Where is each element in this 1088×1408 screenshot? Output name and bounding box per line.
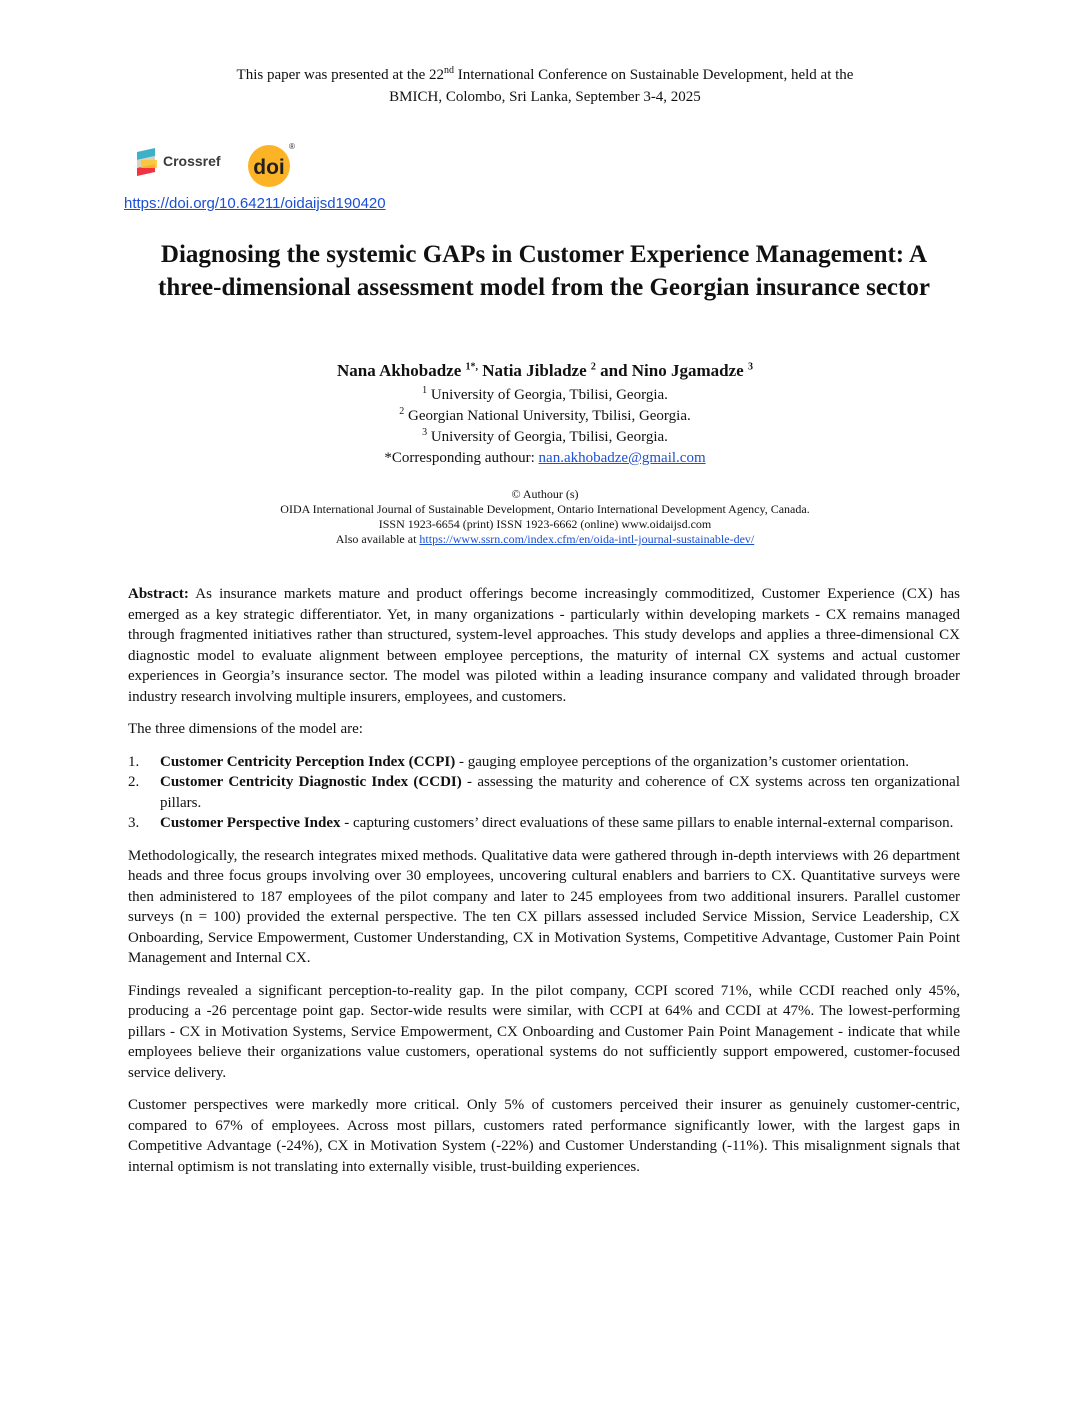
author-list: Nana Akhobadze $^{1*,}$ Natia Jibladze $^2$ and Nino Jgamadze $^3$: [337, 361, 753, 380]
copyright-line: © Authour (s): [511, 487, 579, 501]
abstract-body: [128, 584, 960, 1189]
issn-line: ISSN 1923-6654 (print) ISSN 1923-6662 (online) www.oidaijsd.com: [378, 517, 712, 531]
conference-line-2: BMICH, Colombo, Sri Lanka, September 3-4, 2025: [389, 89, 701, 105]
conference-note: [150, 64, 940, 108]
ssrn-link[interactable]: https://www.ssrn.com/index.cfm/en/oida-intl-journal-sustainable-dev/: [419, 532, 755, 546]
conference-line-1: This paper was presented at the 22nd International Conference on Sustainable Development, held at the: [236, 65, 854, 83]
list-item: 1. Customer Centricity Perception Index (CCPI) - gauging employee perceptions of the organization’s customer orientation.: [128, 753, 909, 770]
abstract-label: Abstract:: [128, 586, 189, 602]
customer-perspective-paragraph: Customer perspectives were markedly more critical. Only 5% of customers perceived their insurer as genuinely customer-centric, compared to 67% of employees. Across most pillars, customers rated performance significantly lower, with the largest gaps in Competitive Advantage (-24%), CX in Motivation System (-22%) and Customer Understanding (-11%). This misalignment signals that internal optimism is not translating into externally visible, trust-building experiences.: [128, 1097, 960, 1175]
crossref-logo-icon: [135, 148, 161, 178]
abstract-paragraph: Abstract: As insurance markets mature and product offerings become increasingly commoditized, Customer Experience (CX) has emerged as a key strategic differentiator. Yet, in many organizations - particularly within developing markets - CX remains managed through fragmented initiatives rather than structured, system-level approaches. This study develops and applies a three-dimensional CX diagnostic model to evaluate alignment between employee perceptions, the maturity of internal CX systems and actual customer experiences in Georgia’s insurance sector. The model was piloted within a leading insurance company and validated through broader industry research involving multiple insurers, employees, and customers.: [128, 586, 960, 705]
affiliation-3: $^3$ University of Georgia, Tbilisi, Georgia.: [422, 427, 668, 445]
svg-text:®: ®: [289, 142, 295, 151]
publisher-logos: [135, 140, 305, 190]
dimensions-intro: The three dimensions of the model are:: [128, 721, 363, 737]
author-1: Nana Akhobadze: [337, 361, 466, 380]
crossref-logo-text: Crossref: [163, 153, 221, 169]
dimensions-list: [128, 752, 960, 834]
affiliations: [150, 385, 940, 469]
availability-line: Also available at https://www.ssrn.com/index.cfm/en/oida-intl-journal-sustainable-dev/: [335, 532, 755, 546]
corresponding-email-link[interactable]: nan.akhobadze@gmail.com: [538, 450, 706, 466]
author-3: and Nino Jgamadze: [595, 361, 748, 380]
author-2: Natia Jibladze: [478, 361, 591, 380]
doi-link[interactable]: https://doi.org/10.64211/oidaijsd190420: [124, 195, 386, 212]
methodology-paragraph: Methodologically, the research integrates mixed methods. Qualitative data were gathered through in-depth interviews with 26 department heads and three focus groups involving over 30 employees, uncovering cultural enablers and barriers to CX. Quantitative surveys were then administered to 187 employees of the pilot company and later to 245 employees from two additional insurers. Parallel customer surveys (n = 100) provided the external perspective. The ten CX pillars assessed included Service Mission, Service Leadership, CX Onboarding, Service Empowerment, Customer Understanding, CX in Motivation Systems, Competitive Advantage, Customer Pain Point Management and Internal CX.: [128, 847, 960, 966]
corresponding-author: *Corresponding authour: nan.akhobadze@gmail.com: [384, 450, 706, 466]
affiliation-2: $^2$ Georgian National University, Tbilisi, Georgia.: [399, 406, 691, 424]
doi-logo-icon: [245, 140, 297, 188]
list-item: 2. Customer Centricity Diagnostic Index (CCDI) - assessing the maturity and coherence of CX systems across ten organizational pillars.: [128, 774, 960, 811]
paper-title: Diagnosing the systemic GAPs in Customer Experience Management: A three-dimensional assessment model from the Georgian insurance sector: [158, 241, 930, 301]
journal-line: OIDA International Journal of Sustainable Development, Ontario International Development Agency, Canada.: [280, 502, 810, 516]
affiliation-1: $^1$ University of Georgia, Tbilisi, Georgia.: [422, 385, 668, 403]
copyright-block: [150, 487, 940, 547]
list-item: 3. Customer Perspective Index - capturing customers’ direct evaluations of these same pillars to enable internal-external comparison.: [128, 815, 954, 831]
findings-paragraph: Findings revealed a significant perception-to-reality gap. In the pilot company, CCPI scored 71%, while CCDI reached only 45%, producing a -26 percentage point gap. Sector-wide results were similar, with CCPI at 64% and CCDI at 47%. The lowest-performing pillars - CX in Motivation Systems, Service Empowerment, CX Onboarding and Customer Pain Point Management - indicate that while employees believe their organizations value customers, operational systems do not sufficiently support empowered, customer-focused service delivery.: [128, 982, 960, 1081]
svg-text:doi: doi: [253, 156, 285, 179]
